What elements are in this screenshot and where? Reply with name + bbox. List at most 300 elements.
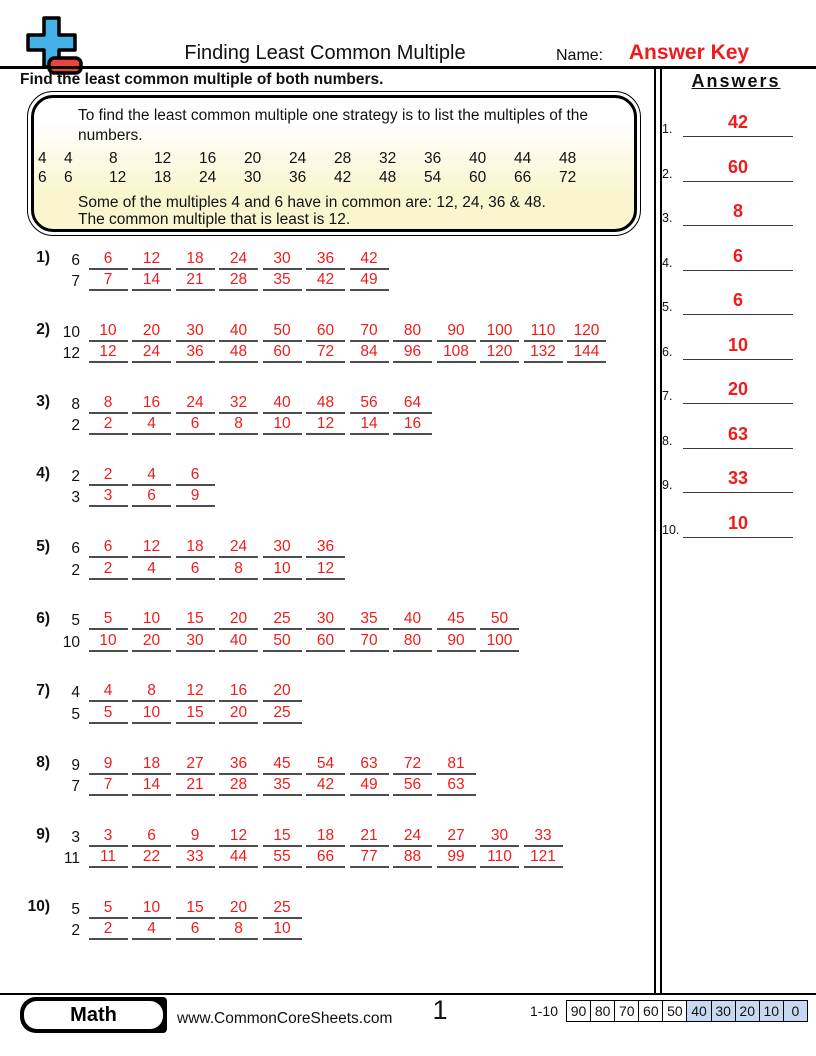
score-cell: 40 xyxy=(686,1001,710,1021)
problem-base-number: 9 xyxy=(71,756,80,774)
example-multiple: 42 xyxy=(334,169,352,186)
multiple-answer-blank: 8 xyxy=(219,559,258,580)
name-label: Name: xyxy=(556,47,604,64)
answer-value: 33 xyxy=(727,468,749,489)
example-multiple: 44 xyxy=(514,150,532,167)
problem-6 xyxy=(24,609,519,652)
multiple-answer-blank: 8 xyxy=(219,414,258,435)
multiple-answer-blank: 6 xyxy=(132,826,171,847)
multiple-answer-blank: 49 xyxy=(350,270,389,291)
answer-value: 60 xyxy=(727,156,749,177)
example-multiple: 4 xyxy=(64,150,73,167)
score-cell: 10 xyxy=(759,1001,783,1021)
multiple-answer-blank: 18 xyxy=(306,826,345,847)
multiple-answer-blank: 4 xyxy=(132,919,171,940)
example-multiple: 40 xyxy=(469,150,487,167)
problem-base-number: 7 xyxy=(71,778,80,796)
problem-base-number: 3 xyxy=(71,489,80,507)
multiple-answer-blank: 7 xyxy=(89,775,128,796)
multiple-answer-blank: 20 xyxy=(132,631,171,652)
problem-rows xyxy=(50,248,389,291)
score-range-label: 1-10 xyxy=(529,1003,558,1019)
answer-number-label: 9. xyxy=(662,478,673,493)
multiple-answer-blank: 144 xyxy=(567,342,606,363)
problem-row-1 xyxy=(50,897,302,919)
problem-row-1 xyxy=(50,681,302,703)
multiple-answer-blank: 16 xyxy=(393,414,432,435)
problem-3 xyxy=(24,392,432,435)
multiple-answer-blank: 55 xyxy=(263,847,302,868)
multiple-answer-blank: 20 xyxy=(132,321,171,342)
multiple-answer-blank: 5 xyxy=(89,609,128,630)
subject-badge xyxy=(20,997,167,1033)
multiple-answer-blank: 40 xyxy=(263,393,302,414)
multiple-answer-blank: 50 xyxy=(480,609,519,630)
multiple-answer-blank: 40 xyxy=(219,321,258,342)
problem-row-1 xyxy=(50,825,563,847)
problem-row-1 xyxy=(50,609,519,631)
answer-blank-line xyxy=(683,243,793,271)
multiple-answer-blank: 48 xyxy=(219,342,258,363)
example-multiple: 48 xyxy=(379,169,397,186)
page-number: 1 xyxy=(432,995,448,1025)
multiple-answer-blank: 25 xyxy=(263,703,302,724)
multiple-answer-blank: 10 xyxy=(263,919,302,940)
multiple-answer-blank: 20 xyxy=(263,681,302,702)
multiple-answer-blank: 66 xyxy=(306,847,345,868)
score-cell: 50 xyxy=(662,1001,686,1021)
problem-base-number: 2 xyxy=(71,561,80,579)
problem-base-number: 7 xyxy=(71,273,80,290)
example-box xyxy=(31,95,637,232)
answer-item-5 xyxy=(662,283,794,315)
problem-base-number: 2 xyxy=(71,417,80,435)
multiple-answer-blank: 5 xyxy=(89,898,128,919)
multiple-answer-blank: 7 xyxy=(89,270,128,291)
multiple-answer-blank: 80 xyxy=(393,321,432,342)
problem-base-number: 10 xyxy=(62,323,80,341)
problem-row-1 xyxy=(50,248,389,270)
multiple-answer-blank: 50 xyxy=(263,321,302,342)
multiple-answer-blank: 81 xyxy=(437,754,476,775)
problem-row-2 xyxy=(50,342,606,364)
multiple-answer-blank: 20 xyxy=(219,609,258,630)
page-title: Finding Least Common Multiple xyxy=(184,42,466,64)
multiple-answer-blank: 32 xyxy=(219,393,258,414)
multiple-answer-blank: 77 xyxy=(350,847,389,868)
multiple-answer-blank: 15 xyxy=(176,609,215,630)
multiple-answer-blank: 22 xyxy=(132,847,171,868)
multiple-answer-blank: 36 xyxy=(176,342,215,363)
multiple-answer-blank: 45 xyxy=(263,754,302,775)
problem-2 xyxy=(24,320,606,363)
answer-blank-line xyxy=(683,465,793,493)
example-multiple: 30 xyxy=(244,169,262,186)
multiple-answer-blank: 56 xyxy=(393,775,432,796)
answer-item-6 xyxy=(662,328,794,360)
answers-separator xyxy=(654,69,662,994)
example-multiple: 24 xyxy=(289,150,307,167)
problem-rows xyxy=(50,392,432,435)
answer-value: 20 xyxy=(727,379,749,400)
multiple-answer-blank: 16 xyxy=(132,393,171,414)
problem-rows xyxy=(50,825,563,868)
problem-row-2 xyxy=(50,630,519,652)
multiple-answer-blank: 21 xyxy=(176,270,215,291)
multiple-answer-blank: 5 xyxy=(89,703,128,724)
problem-rows xyxy=(50,320,606,363)
problem-number-label: 4) xyxy=(36,465,50,483)
answer-blank-line xyxy=(683,332,793,360)
multiple-answer-blank: 10 xyxy=(132,898,171,919)
multiple-answer-blank: 120 xyxy=(480,342,519,363)
problem-base-number: 2 xyxy=(71,922,80,940)
multiple-answer-blank: 6 xyxy=(176,919,215,940)
problem-8 xyxy=(24,753,476,796)
multiple-answer-blank: 60 xyxy=(263,342,302,363)
multiple-answer-blank: 110 xyxy=(480,847,519,868)
example-row-1 xyxy=(38,149,634,168)
multiple-answer-blank: 24 xyxy=(176,393,215,414)
multiple-answer-blank: 3 xyxy=(89,486,128,507)
multiple-answer-blank: 3 xyxy=(89,826,128,847)
problem-base-number: 10 xyxy=(62,633,80,651)
answer-blank-line xyxy=(683,109,793,137)
multiple-answer-blank: 96 xyxy=(393,342,432,363)
problem-10 xyxy=(24,897,302,940)
multiple-answer-blank: 36 xyxy=(306,537,345,558)
answer-number-label: 3. xyxy=(662,211,673,226)
multiple-answer-blank: 9 xyxy=(176,486,215,507)
multiple-answer-blank: 44 xyxy=(219,847,258,868)
multiple-answer-blank: 84 xyxy=(350,342,389,363)
multiple-answer-blank: 35 xyxy=(263,775,302,796)
multiple-answer-blank: 24 xyxy=(393,826,432,847)
problem-7 xyxy=(24,681,302,724)
multiple-answer-blank: 12 xyxy=(176,681,215,702)
problem-row-2 xyxy=(50,775,476,797)
multiple-answer-blank: 100 xyxy=(480,321,519,342)
multiple-answer-blank: 9 xyxy=(176,826,215,847)
multiple-answer-blank: 20 xyxy=(219,703,258,724)
problem-base-number: 2 xyxy=(71,467,80,485)
answer-item-3 xyxy=(662,194,794,226)
example-multiple: 28 xyxy=(334,150,352,167)
example-common-line: Some of the multiples 4 and 6 have in common are: 12, 24, 36 & 48. xyxy=(78,194,546,211)
answer-key-text: Answer Key xyxy=(628,41,750,64)
multiple-answer-blank: 42 xyxy=(306,270,345,291)
multiple-answer-blank: 35 xyxy=(350,609,389,630)
problem-number-label: 2) xyxy=(36,321,50,339)
answer-number-label: 10. xyxy=(662,522,680,537)
answer-value: 6 xyxy=(732,245,743,266)
problem-number-label: 6) xyxy=(36,609,50,627)
multiple-answer-blank: 36 xyxy=(219,754,258,775)
problem-row-2 xyxy=(50,558,345,580)
multiple-answer-blank: 2 xyxy=(89,919,128,940)
multiple-answer-blank: 12 xyxy=(219,826,258,847)
example-intro xyxy=(78,106,598,146)
multiple-answer-blank: 10 xyxy=(89,321,128,342)
multiple-answer-blank: 108 xyxy=(437,342,476,363)
problem-base-number: 8 xyxy=(71,395,80,413)
multiple-answer-blank: 60 xyxy=(306,631,345,652)
multiple-answer-blank: 12 xyxy=(132,249,171,270)
multiple-answer-blank: 56 xyxy=(350,393,389,414)
example-base-number: 6 xyxy=(38,169,47,186)
multiple-answer-blank: 12 xyxy=(306,414,345,435)
multiple-answer-blank: 4 xyxy=(132,559,171,580)
multiple-answer-blank: 72 xyxy=(306,342,345,363)
problem-row-1 xyxy=(50,320,606,342)
answer-number-label: 7. xyxy=(662,389,673,404)
multiple-answer-blank: 15 xyxy=(176,898,215,919)
example-intro-line2: numbers. xyxy=(78,127,143,144)
multiple-answer-blank: 40 xyxy=(393,609,432,630)
example-multiple: 32 xyxy=(379,150,397,167)
multiple-answer-blank: 90 xyxy=(437,321,476,342)
multiple-answer-blank: 30 xyxy=(176,631,215,652)
example-multiple: 60 xyxy=(469,169,487,186)
problem-rows xyxy=(50,609,519,652)
problem-base-number: 6 xyxy=(71,251,80,269)
multiple-answer-blank: 60 xyxy=(306,321,345,342)
example-multiple: 48 xyxy=(559,150,577,167)
example-multiple: 8 xyxy=(109,150,118,167)
multiple-answer-blank: 70 xyxy=(350,631,389,652)
header-divider xyxy=(0,66,816,69)
website-url: www.CommonCoreSheets.com xyxy=(177,1010,393,1027)
multiple-answer-blank: 30 xyxy=(306,609,345,630)
score-cell: 0 xyxy=(783,1001,807,1021)
problem-base-number: 5 xyxy=(71,705,80,723)
multiple-answer-blank: 40 xyxy=(219,631,258,652)
example-multiple: 36 xyxy=(289,169,307,186)
answer-blank-line xyxy=(683,421,793,449)
multiple-answer-blank: 8 xyxy=(89,393,128,414)
multiple-answer-blank: 10 xyxy=(132,609,171,630)
multiple-answer-blank: 21 xyxy=(176,775,215,796)
multiple-answer-blank: 12 xyxy=(132,537,171,558)
answer-value: 8 xyxy=(732,201,743,222)
answer-blank-line xyxy=(683,154,793,182)
multiple-answer-blank: 30 xyxy=(263,249,302,270)
problem-row-1 xyxy=(50,753,476,775)
answer-value: 10 xyxy=(727,334,749,355)
problem-row-2 xyxy=(50,414,432,436)
multiple-answer-blank: 20 xyxy=(219,898,258,919)
multiple-answer-blank: 42 xyxy=(306,775,345,796)
multiple-answer-blank: 18 xyxy=(176,249,215,270)
multiple-answer-blank: 2 xyxy=(89,414,128,435)
multiple-answer-blank: 24 xyxy=(132,342,171,363)
problem-row-2 xyxy=(50,847,563,869)
example-base-number: 4 xyxy=(38,150,47,167)
multiple-answer-blank: 54 xyxy=(306,754,345,775)
multiple-answer-blank: 80 xyxy=(393,631,432,652)
problem-row-1 xyxy=(50,537,345,559)
answer-number-label: 6. xyxy=(662,344,673,359)
multiple-answer-blank: 14 xyxy=(132,775,171,796)
multiple-answer-blank: 4 xyxy=(132,414,171,435)
answers-title: Answers xyxy=(691,71,781,91)
multiple-answer-blank: 36 xyxy=(306,249,345,270)
score-cell: 90 xyxy=(570,1003,587,1019)
problem-number-label: 5) xyxy=(36,537,50,555)
problem-number-label: 10) xyxy=(27,898,50,916)
problem-5 xyxy=(24,537,345,580)
example-multiple: 54 xyxy=(424,169,442,186)
answer-item-4 xyxy=(662,239,794,271)
problem-number-label: 8) xyxy=(36,754,50,772)
problem-number-label: 3) xyxy=(36,393,50,411)
score-cell: 60 xyxy=(638,1001,662,1021)
answer-item-7 xyxy=(662,372,794,404)
subject-badge-label: Math xyxy=(24,1001,163,1029)
multiple-answer-blank: 100 xyxy=(480,631,519,652)
multiple-answer-blank: 30 xyxy=(480,826,519,847)
score-cell: 30 xyxy=(711,1001,735,1021)
multiple-answer-blank: 21 xyxy=(350,826,389,847)
example-multiple: 24 xyxy=(199,169,217,186)
answer-value: 10 xyxy=(727,512,749,533)
answer-number-label: 5. xyxy=(662,300,673,315)
problem-4 xyxy=(24,464,215,507)
answer-value: 42 xyxy=(727,112,749,132)
answer-item-8 xyxy=(662,417,794,449)
problem-base-number: 4 xyxy=(71,684,80,702)
score-table xyxy=(566,1000,808,1022)
multiple-answer-blank: 63 xyxy=(437,775,476,796)
problem-number-label: 1) xyxy=(36,249,50,266)
multiple-answer-blank: 28 xyxy=(219,775,258,796)
multiple-answer-blank: 10 xyxy=(263,559,302,580)
problem-1 xyxy=(24,248,389,291)
multiple-answer-blank: 99 xyxy=(437,847,476,868)
multiple-answer-blank: 30 xyxy=(263,537,302,558)
example-multiple: 18 xyxy=(154,169,172,186)
example-least-line: The common multiple that is least is 12. xyxy=(78,210,351,228)
score-cell: 80 xyxy=(590,1001,614,1021)
score-cell: 20 xyxy=(735,1001,759,1021)
problem-9 xyxy=(24,825,563,868)
problem-rows xyxy=(50,464,215,507)
answer-number-label: 4. xyxy=(662,255,673,270)
multiple-answer-blank: 63 xyxy=(350,754,389,775)
answer-blank-line xyxy=(683,287,793,315)
multiple-answer-blank: 10 xyxy=(132,703,171,724)
multiple-answer-blank: 72 xyxy=(393,754,432,775)
problem-base-number: 12 xyxy=(62,345,80,363)
problem-number-label: 9) xyxy=(36,826,50,844)
example-multiple: 66 xyxy=(514,169,532,186)
multiple-answer-blank: 50 xyxy=(263,631,302,652)
multiple-answer-blank: 4 xyxy=(89,681,128,702)
multiple-answer-blank: 25 xyxy=(263,898,302,919)
multiple-answer-blank: 121 xyxy=(524,847,563,868)
example-multiple: 72 xyxy=(559,169,577,186)
multiple-answer-blank: 45 xyxy=(437,609,476,630)
example-explanation xyxy=(78,195,634,228)
problem-row-2 xyxy=(50,702,302,724)
multiple-answer-blank: 90 xyxy=(437,631,476,652)
answer-item-9 xyxy=(662,461,794,493)
problem-base-number: 11 xyxy=(63,850,80,868)
answer-blank-line xyxy=(683,376,793,404)
multiple-answer-blank: 120 xyxy=(567,321,606,342)
multiple-answer-blank: 25 xyxy=(263,609,302,630)
problem-base-number: 5 xyxy=(71,900,80,918)
problem-number-label: 7) xyxy=(36,681,50,699)
problem-row-1 xyxy=(50,464,215,486)
multiple-answer-blank: 48 xyxy=(306,393,345,414)
multiple-answer-blank: 18 xyxy=(132,754,171,775)
multiple-answer-blank: 10 xyxy=(89,631,128,652)
score-cell: 70 xyxy=(614,1001,638,1021)
multiple-answer-blank: 49 xyxy=(350,775,389,796)
multiple-answer-blank: 35 xyxy=(263,270,302,291)
multiple-answer-blank: 24 xyxy=(219,249,258,270)
answer-value: 63 xyxy=(727,423,749,444)
example-multiple: 12 xyxy=(154,150,172,167)
multiple-answer-blank: 70 xyxy=(350,321,389,342)
example-multiples-rows xyxy=(34,149,634,187)
multiple-answer-blank: 28 xyxy=(219,270,258,291)
multiple-answer-blank: 16 xyxy=(219,681,258,702)
problem-row-1 xyxy=(50,392,432,414)
example-row-2 xyxy=(38,168,634,187)
answer-number-label: 8. xyxy=(662,433,673,448)
example-multiple: 20 xyxy=(244,150,262,167)
multiple-answer-blank: 30 xyxy=(176,321,215,342)
multiple-answer-blank: 6 xyxy=(89,249,128,270)
answer-item-10 xyxy=(662,506,794,538)
problem-row-2 xyxy=(50,270,389,292)
multiple-answer-blank: 14 xyxy=(132,270,171,291)
example-multiple: 12 xyxy=(109,169,127,186)
multiple-answer-blank: 12 xyxy=(306,559,345,580)
answer-value: 6 xyxy=(732,290,743,311)
multiple-answer-blank: 8 xyxy=(132,681,171,702)
problem-rows xyxy=(50,753,476,796)
answer-blank-line xyxy=(683,198,793,226)
multiple-answer-blank: 88 xyxy=(393,847,432,868)
multiple-answer-blank: 64 xyxy=(393,393,432,414)
multiple-answer-blank: 10 xyxy=(263,414,302,435)
problem-rows xyxy=(50,897,302,940)
multiple-answer-blank: 9 xyxy=(89,754,128,775)
problem-base-number: 3 xyxy=(71,828,80,846)
multiple-answer-blank: 42 xyxy=(350,249,389,270)
multiple-answer-blank: 27 xyxy=(176,754,215,775)
problem-row-2 xyxy=(50,486,215,508)
answer-item-2 xyxy=(662,150,794,182)
answer-item-1 xyxy=(662,105,794,137)
multiple-answer-blank: 27 xyxy=(437,826,476,847)
multiple-answer-blank: 33 xyxy=(524,826,563,847)
answer-number-label: 2. xyxy=(662,166,673,181)
multiple-answer-blank: 33 xyxy=(176,847,215,868)
multiple-answer-blank: 6 xyxy=(176,414,215,435)
multiple-answer-blank: 6 xyxy=(132,486,171,507)
problem-base-number: 5 xyxy=(71,612,80,630)
example-intro-line1: To find the least common multiple one strategy is to list the multiples of the xyxy=(78,107,589,124)
multiple-answer-blank: 6 xyxy=(176,465,215,486)
multiple-answer-blank: 2 xyxy=(89,465,128,486)
multiple-answer-blank: 11 xyxy=(89,847,128,868)
multiple-answer-blank: 4 xyxy=(132,465,171,486)
multiple-answer-blank: 2 xyxy=(89,559,128,580)
